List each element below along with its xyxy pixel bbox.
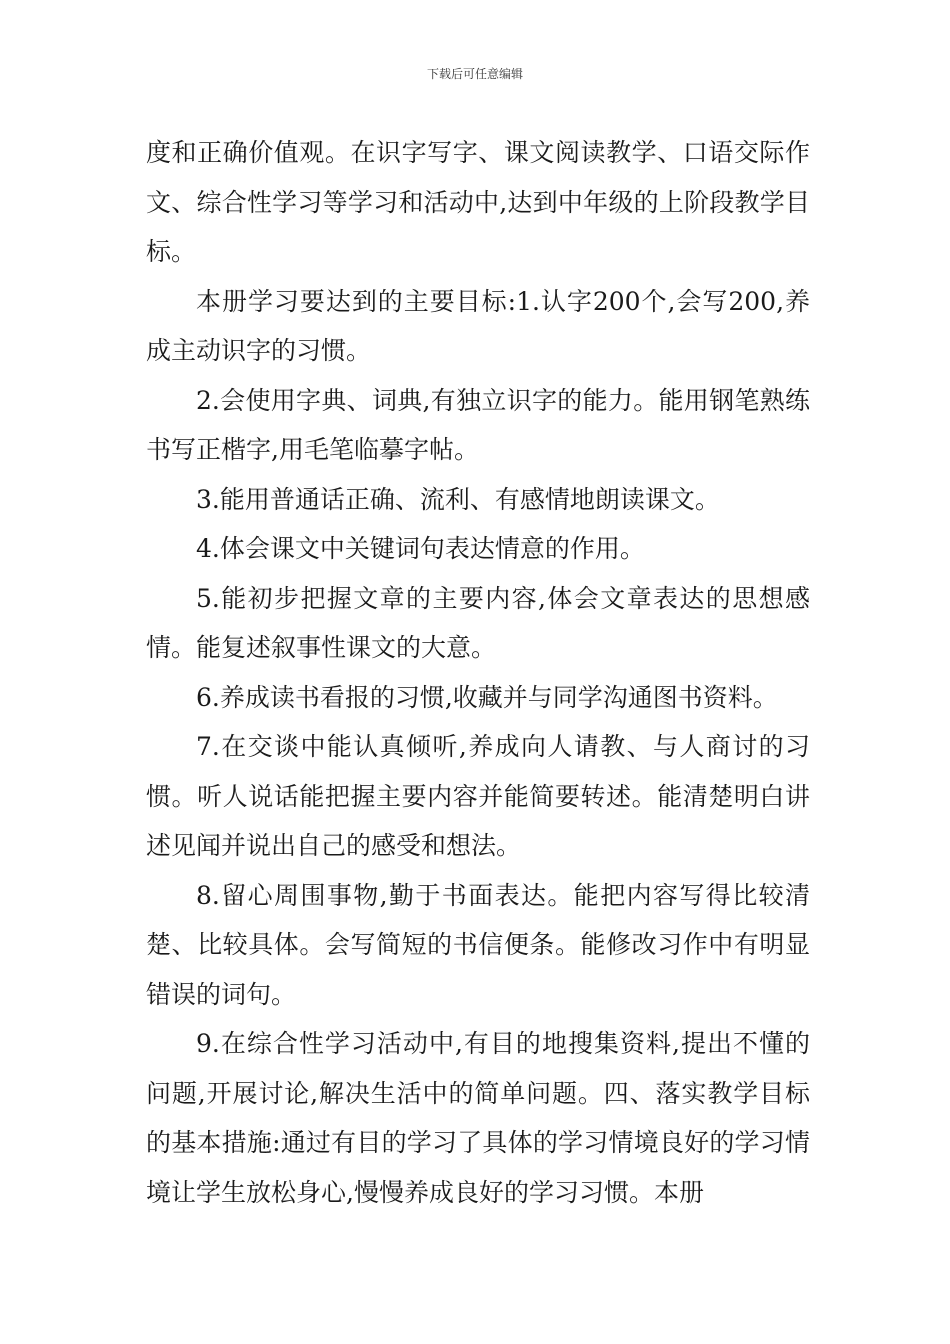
paragraph-goal-5: 5.能初步把握文章的主要内容,体会文章表达的思想感情。能复述叙事性课文的大意。 — [146, 583, 810, 662]
page-header: 下载后可任意编辑 — [426, 67, 523, 81]
paragraph-goal-4: 4.体会课文中关键词句表达情意的作用。 — [196, 534, 645, 563]
paragraph-goal-3: 3.能用普通话正确、流利、有感情地朗读课文。 — [196, 484, 720, 514]
paragraph-goal-2: 2.会使用字典、词典,有独立识字的能力。能用钢笔熟练书写正楷字,用毛笔临摹字帖。 — [146, 385, 810, 464]
paragraph-goal-9: 9.在综合性学习活动中,有目的地搜集资料,提出不懂的问题,开展讨论,解决生活中的简单问题。四、落实教学目标的基本措施:通过有目的学习了具体的学习情境良好的学习情境让学生放松身心,慢慢养成良好的学习习惯。本册 — [146, 1029, 810, 1207]
paragraph-goal-6: 6.养成读书看报的习惯,收藏并与同学沟通图书资料。 — [196, 682, 778, 712]
paragraph-main-goals: 本册学习要达到的主要目标:1.认字200个,会写200,养成主动识字的习惯。 — [146, 286, 810, 365]
paragraph-continuation: 度和正确价值观。在识字写字、课文阅读教学、口语交际作文、综合性学习等学习和活动中,达到中年级的上阶段教学目标。 — [146, 138, 810, 266]
document-body — [146, 128, 810, 1217]
paragraph-goal-7: 7.在交谈中能认真倾听,养成向人请教、与人商讨的习惯。听人说话能把握主要内容并能简要转述。能清楚明白讲述见闻并说出自己的感受和想法。 — [146, 732, 810, 860]
paragraph-goal-8: 8.留心周围事物,勤于书面表达。能把内容写得比较清楚、比较具体。会写简短的书信便条。能修改习作中有明显错误的词句。 — [146, 880, 810, 1009]
